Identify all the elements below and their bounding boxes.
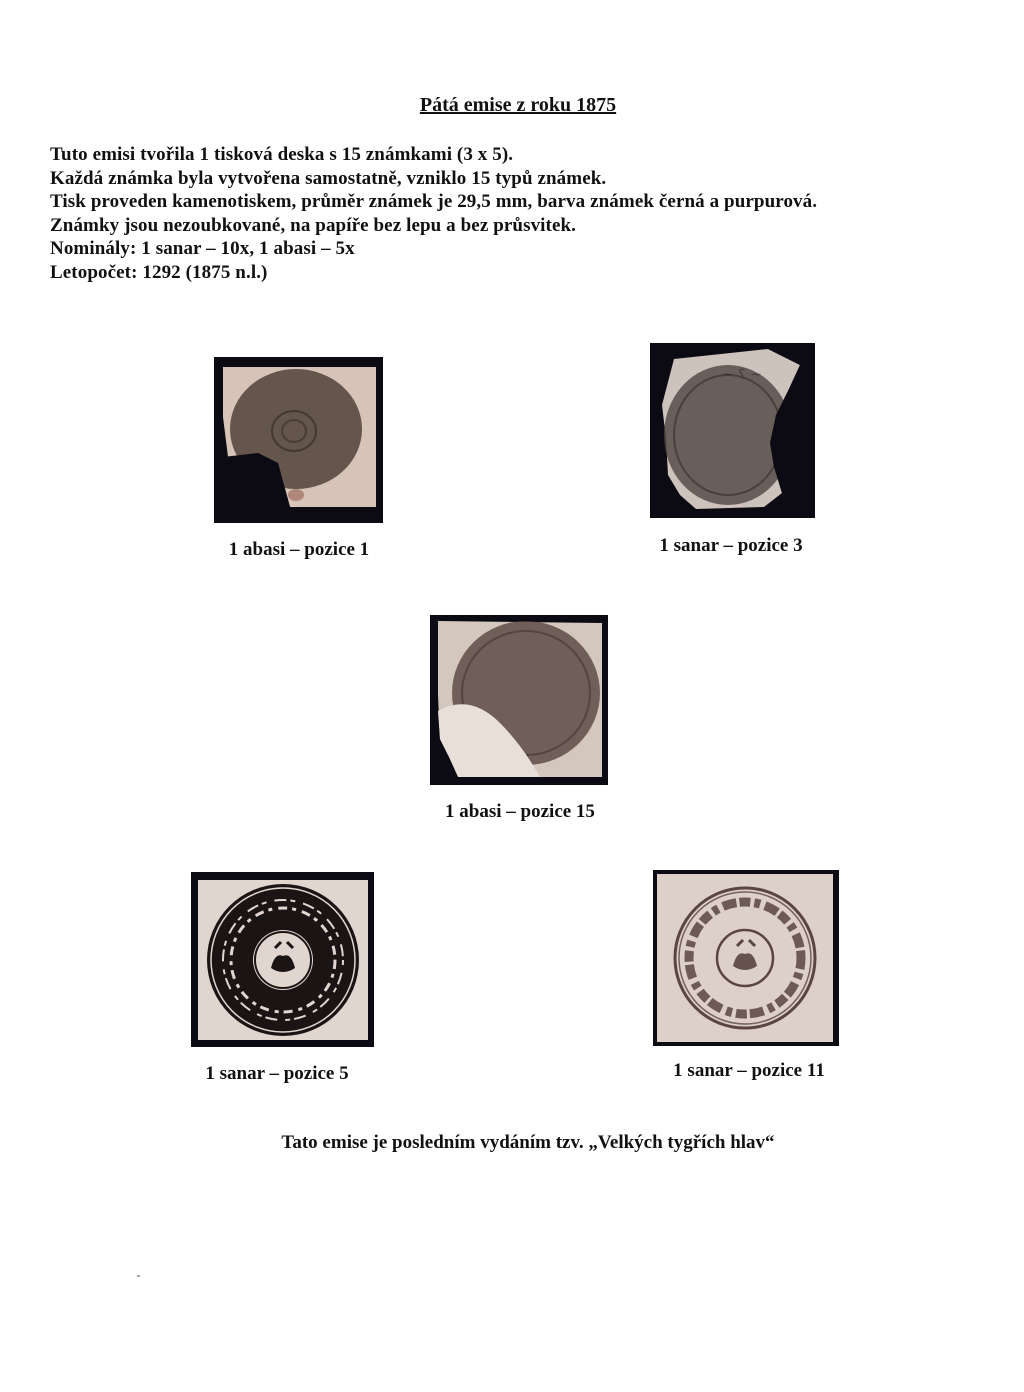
stamp-image-4 bbox=[191, 872, 374, 1047]
intro-line: Známky jsou nezoubkované, na papíře bez lepu a bez průsvitek. bbox=[50, 214, 577, 236]
stamp-image-1 bbox=[214, 357, 383, 523]
intro-line: Nominály: 1 sanar – 10x, 1 abasi – 5x bbox=[50, 238, 355, 259]
stamp-inscription: ~ ؟ ~ bbox=[722, 367, 762, 383]
intro-line: Každá známka byla vytvořena samostatně, vzniklo 15 typů známek. bbox=[50, 167, 607, 189]
stamp-photo bbox=[653, 870, 839, 1046]
intro-line: Tuto emisi tvořila 1 tisková deska s 15 známkami (3 x 5). bbox=[50, 144, 514, 165]
page-title: Pátá emise z roku 1875 bbox=[419, 94, 617, 116]
stamp-photo bbox=[430, 615, 608, 785]
stamp-caption-1: 1 abasi – pozice 1 bbox=[228, 539, 370, 560]
stamp-stain bbox=[288, 489, 304, 501]
stamp-caption-2: 1 sanar – pozice 3 bbox=[659, 535, 803, 556]
footer-note: Tato emise je posledním vydáním tzv. „Velkých tygřích hlav“ bbox=[281, 1132, 775, 1153]
stamp-caption-4: 1 sanar – pozice 5 bbox=[205, 1063, 349, 1084]
stamp-image-2 bbox=[650, 343, 815, 518]
intro-line: Tisk proveden kamenotiskem, průměr známek je 29,5 mm, barva známek černá a purpurová. bbox=[50, 191, 818, 212]
stamp-image-3 bbox=[430, 615, 608, 785]
paper-speck bbox=[137, 1275, 140, 1277]
stamp-photo bbox=[191, 872, 374, 1047]
stamp-image-5 bbox=[653, 870, 839, 1046]
stamp-caption-3: 1 abasi – pozice 15 bbox=[445, 801, 595, 822]
stamp-caption-5: 1 sanar – pozice 11 bbox=[673, 1060, 825, 1081]
stamp-photo bbox=[214, 357, 383, 523]
intro-line: Letopočet: 1292 (1875 n.l.) bbox=[50, 261, 268, 283]
stamp-photo bbox=[650, 343, 815, 518]
intro-text bbox=[50, 143, 950, 284]
